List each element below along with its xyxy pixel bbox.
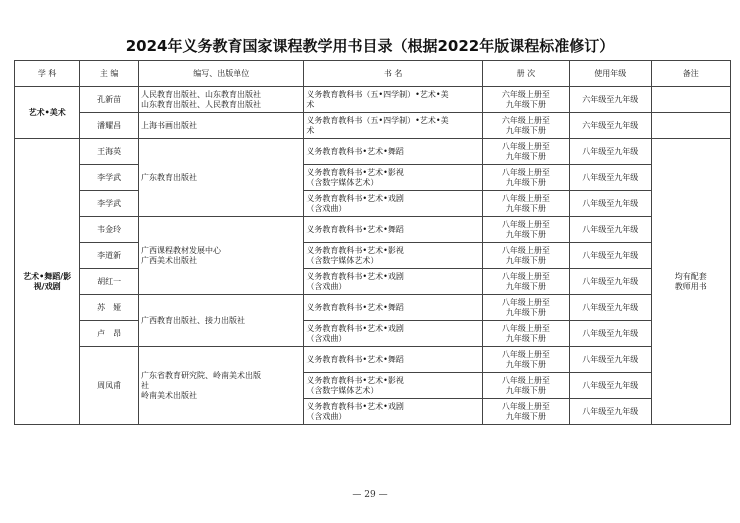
grade-cell: 八年级至九年级 <box>569 191 651 217</box>
editor-cell: 李学武 <box>80 165 139 191</box>
grade-cell: 八年级至九年级 <box>569 269 651 295</box>
header-editor: 主 编 <box>80 61 139 87</box>
table-row <box>15 113 731 139</box>
book-title-cell: 义务教育教科书（五•四学制）•艺术•美 术 <box>304 113 482 139</box>
volume-cell: 八年级上册至 九年级下册 <box>482 139 569 165</box>
grade-cell: 六年级至九年级 <box>569 87 651 113</box>
publisher-cell: 广西教育出版社、接力出版社 <box>139 295 304 347</box>
grade-cell: 八年级至九年级 <box>569 321 651 347</box>
header-note: 备注 <box>651 61 730 87</box>
table-row <box>15 269 731 295</box>
grade-cell: 八年级至九年级 <box>569 165 651 191</box>
book-title-cell: 义务教育教科书•艺术•舞蹈 <box>304 139 482 165</box>
volume-cell: 八年级上册至 九年级下册 <box>482 217 569 243</box>
table-row <box>15 139 731 165</box>
book-title-cell: 义务教育教科书•艺术•影视 （含数字媒体艺术） <box>304 165 482 191</box>
volume-cell: 六年级上册至 九年级下册 <box>482 113 569 139</box>
volume-cell: 八年级上册至 九年级下册 <box>482 269 569 295</box>
table-row <box>15 347 731 373</box>
grade-cell: 八年级至九年级 <box>569 243 651 269</box>
book-title-cell: 义务教育教科书•艺术•舞蹈 <box>304 217 482 243</box>
publisher-cell: 广东省教育研究院、岭南美术出版 社 岭南美术出版社 <box>139 347 304 425</box>
header-grade: 使用年级 <box>569 61 651 87</box>
table-row <box>15 217 731 243</box>
subject-cell: 艺术•舞蹈/影 视/戏剧 <box>15 139 80 425</box>
table-row <box>15 87 731 113</box>
header-publisher: 编写、出版单位 <box>139 61 304 87</box>
volume-cell: 八年级上册至 九年级下册 <box>482 321 569 347</box>
page-number: — 29 — <box>352 490 388 500</box>
book-title-cell: 义务教育教科书（五•四学制）•艺术•美 术 <box>304 87 482 113</box>
table-row <box>15 321 731 347</box>
book-title-cell: 义务教育教科书•艺术•戏剧 （含戏曲） <box>304 269 482 295</box>
grade-cell: 八年级至九年级 <box>569 217 651 243</box>
grade-cell: 八年级至九年级 <box>569 373 651 399</box>
editor-cell: 王海英 <box>80 139 139 165</box>
note-cell <box>651 87 730 113</box>
table-row <box>15 243 731 269</box>
book-title-cell: 义务教育教科书•艺术•舞蹈 <box>304 347 482 373</box>
volume-cell: 八年级上册至 九年级下册 <box>482 165 569 191</box>
volume-cell: 八年级上册至 九年级下册 <box>482 191 569 217</box>
catalog-table <box>14 60 731 425</box>
book-title-cell: 义务教育教科书•艺术•戏剧 （含戏曲） <box>304 321 482 347</box>
volume-cell: 八年级上册至 九年级下册 <box>482 243 569 269</box>
editor-cell: 卢 昂 <box>80 321 139 347</box>
volume-cell: 八年级上册至 九年级下册 <box>482 399 569 425</box>
grade-cell: 八年级至九年级 <box>569 139 651 165</box>
volume-cell: 六年级上册至 九年级下册 <box>482 87 569 113</box>
publisher-cell: 广西课程教材发展中心 广西美术出版社 <box>139 217 304 295</box>
editor-cell: 苏 娅 <box>80 295 139 321</box>
header-subject: 学 科 <box>15 61 80 87</box>
book-title-cell: 义务教育教科书•艺术•舞蹈 <box>304 295 482 321</box>
editor-cell: 孔新苗 <box>80 87 139 113</box>
grade-cell: 八年级至九年级 <box>569 295 651 321</box>
header-book-title: 书 名 <box>304 61 482 87</box>
book-title-cell: 义务教育教科书•艺术•戏剧 （含戏曲） <box>304 191 482 217</box>
table-header-row <box>15 61 731 87</box>
subject-cell: 艺术•美术 <box>15 87 80 139</box>
editor-cell: 韦金玲 <box>80 217 139 243</box>
book-title-cell: 义务教育教科书•艺术•影视 （含数字媒体艺术） <box>304 373 482 399</box>
note-cell: 均有配套 教师用书 <box>651 139 730 425</box>
editor-cell: 李学武 <box>80 191 139 217</box>
publisher-cell: 上海书画出版社 <box>139 113 304 139</box>
editor-cell: 胡红一 <box>80 269 139 295</box>
book-title-cell: 义务教育教科书•艺术•影视 （含数字媒体艺术） <box>304 243 482 269</box>
editor-cell: 潘耀昌 <box>80 113 139 139</box>
table-row <box>15 165 731 191</box>
publisher-cell: 广东教育出版社 <box>139 139 304 217</box>
volume-cell: 八年级上册至 九年级下册 <box>482 347 569 373</box>
table-row <box>15 295 731 321</box>
page-title: 2024年义务教育国家课程教学用书目录（根据2022年版课程标准修订） <box>125 37 615 55</box>
volume-cell: 八年级上册至 九年级下册 <box>482 373 569 399</box>
book-title-cell: 义务教育教科书•艺术•戏剧 （含戏曲） <box>304 399 482 425</box>
editor-cell: 周凤甫 <box>80 347 139 425</box>
grade-cell: 八年级至九年级 <box>569 347 651 373</box>
table-row <box>15 191 731 217</box>
grade-cell: 六年级至九年级 <box>569 113 651 139</box>
editor-cell: 李道新 <box>80 243 139 269</box>
publisher-cell: 人民教育出版社、山东教育出版社 山东教育出版社、人民教育出版社 <box>139 87 304 113</box>
grade-cell: 八年级至九年级 <box>569 399 651 425</box>
volume-cell: 八年级上册至 九年级下册 <box>482 295 569 321</box>
note-cell <box>651 113 730 139</box>
header-volume: 册 次 <box>482 61 569 87</box>
